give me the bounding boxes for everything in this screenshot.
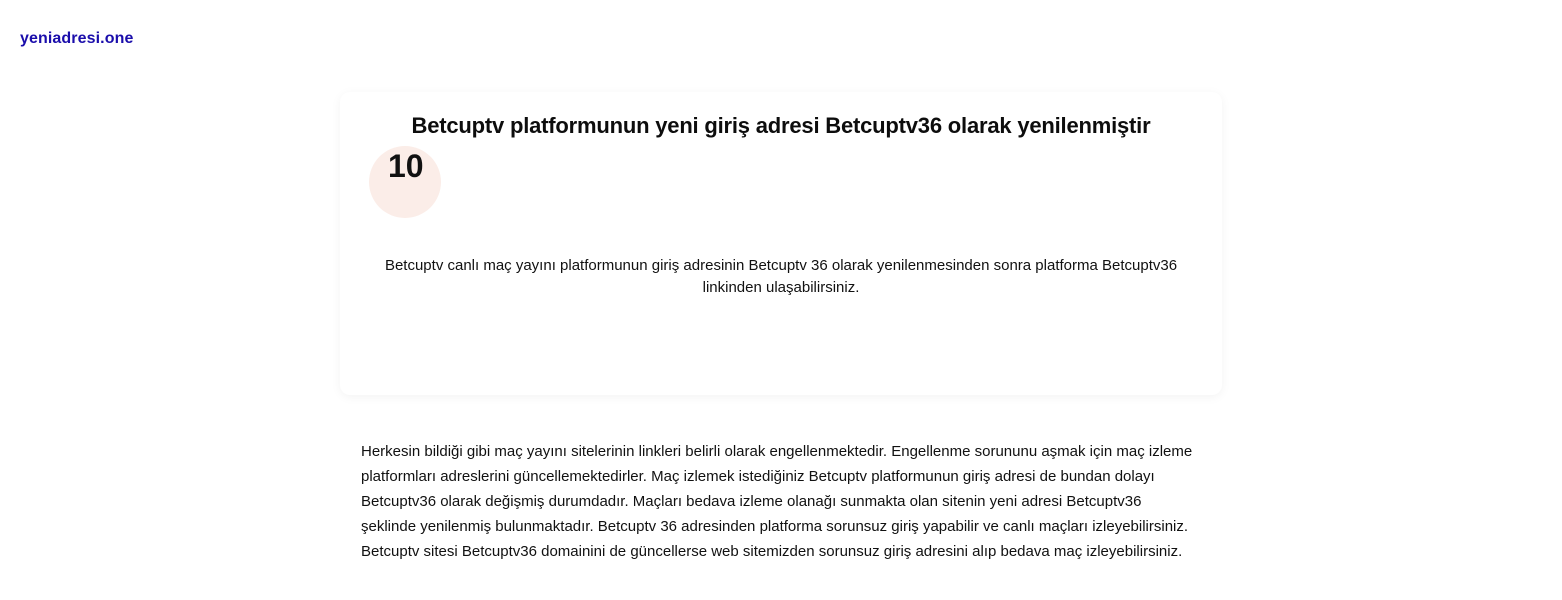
article-paragraph: Herkesin bildiği gibi maç yayını sitelerinin linkleri belirli olarak engellenmektedir. Engellenme sorununu aşmak için maç izleme platformları adreslerini güncellemektedirler. Maç izlemek istediğiniz Betcuptv platformunun giriş adresi de bundan dolayı Betcuptv36 olarak değişmiş durumdadır. Maçları bedava izleme olanağı sunmakta olan sitenin yeni adresi Betcuptv36 şeklinde yenilenmiş bulunmaktadır. Betcuptv 36 adresinden platforma sorunsuz giriş yapabilir ve canlı maçları izleyebilirsiniz. Betcuptv sitesi Betcuptv36 domainini de güncellerse web sitemizden sorunsuz giriş adresini alıp bedava maç izleyebilirsiniz.	[361, 443, 1193, 560]
card-description: Betcuptv canlı maç yayını platformunun giriş adresinin Betcuptv 36 olarak yenilenmesinden sonra platforma Betcuptv36 linkinden ulaşabilirsiniz.	[384, 257, 1178, 296]
site-logo-link[interactable]: yeniadresi.one	[20, 30, 134, 47]
card-title: Betcuptv platformunun yeni giriş adresi Betcuptv36 olarak yenilenmiştir	[411, 113, 1151, 138]
score-value: 10	[388, 148, 424, 184]
info-card	[340, 92, 1222, 395]
